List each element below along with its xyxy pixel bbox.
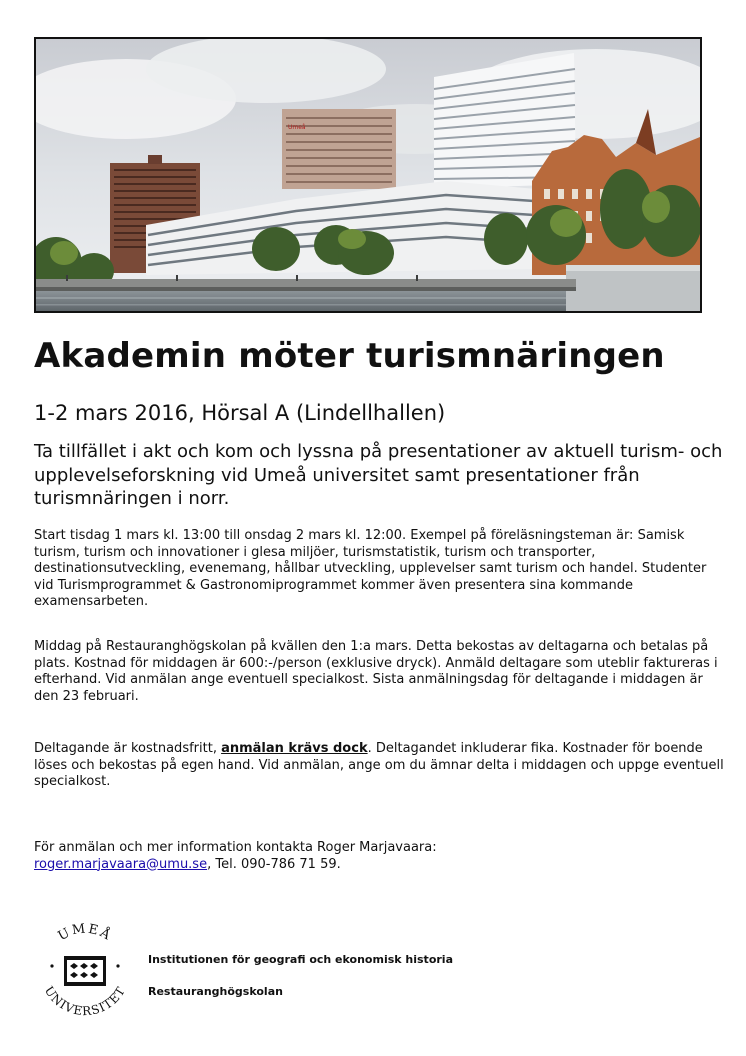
- lead-paragraph: Ta tillfället i akt och kom och lyssna på presentationer av aktuell turism- och upplevelseforskning vid Umeå universitet samt presentationer från turismnäringen i norr.: [34, 441, 723, 509]
- crest-icon: [64, 956, 106, 986]
- contact-phone: , Tel. 090-786 71 59.: [207, 856, 341, 872]
- logo-text-bottom: UNIVERSITET: [41, 983, 129, 1019]
- contact-email-link[interactable]: roger.marjavaara@umu.se: [34, 856, 208, 872]
- registration-required: anmälan krävs dock: [221, 741, 368, 756]
- svg-text:UNIVERSITET: [42, 984, 129, 1018]
- program-paragraph: Start tisdag 1 mars kl. 13:00 till onsdag 2 mars kl. 12:00. Exempel på föreläsningsteman är: Samisk turism, turism och innovationer i glesa miljöer, turismstatistik, turism och transporter, destinationsutveckling, evenemang, hållbar utveckling, upplevelser samt turism och handel. Studenter vid Turismprogrammet & Gastronomiprogrammet kommer även presentera sina kommande examensarbeten.: [34, 528, 707, 609]
- event-date-location: 1-2 mars 2016, Hörsal A (Lindellhallen): [34, 401, 446, 425]
- dinner-paragraph: Middag på Restauranghögskolan på kvällen den 1:a mars. Detta bekostas av deltagarna och betalas på plats. Kostnad för middagen är 600:-/person (exklusive dryck). Anmäld deltagare som uteblir faktureras i efterhand. Vid anmälan ange eventuell specialkost. Sista anmälningsdag för deltagande i middagen är den 23 februari.: [34, 639, 718, 704]
- page-title: Akademin möter turismnäringen: [34, 336, 665, 376]
- header-photo: [34, 37, 702, 313]
- logo-text-top: UMEÅ: [55, 922, 115, 945]
- umea-university-logo: [30, 922, 140, 1022]
- organizer-department: Institutionen för geografi och ekonomisk historia: [148, 953, 453, 966]
- building-sign: Umeå: [288, 124, 306, 131]
- svg-text:UMEÅ: [56, 922, 115, 944]
- participation-paragraph: [34, 741, 724, 791]
- organizer-restaurant-school: Restauranghögskolan: [148, 985, 283, 998]
- participation-text-end: . Deltagandet inkluderar fika. Kostnader för boende löses och bekostas på egen hand. Vid anmälan, ange om du ämnar delta i middagen och uppge eventuell specialkost.: [34, 741, 724, 789]
- contact-intro: För anmälan och mer information kontakta Roger Marjavaara:: [34, 840, 437, 855]
- participation-text-start: Deltagande är kostnadsfritt,: [34, 741, 222, 756]
- contact-paragraph: [34, 840, 724, 873]
- campus-image: [36, 39, 700, 311]
